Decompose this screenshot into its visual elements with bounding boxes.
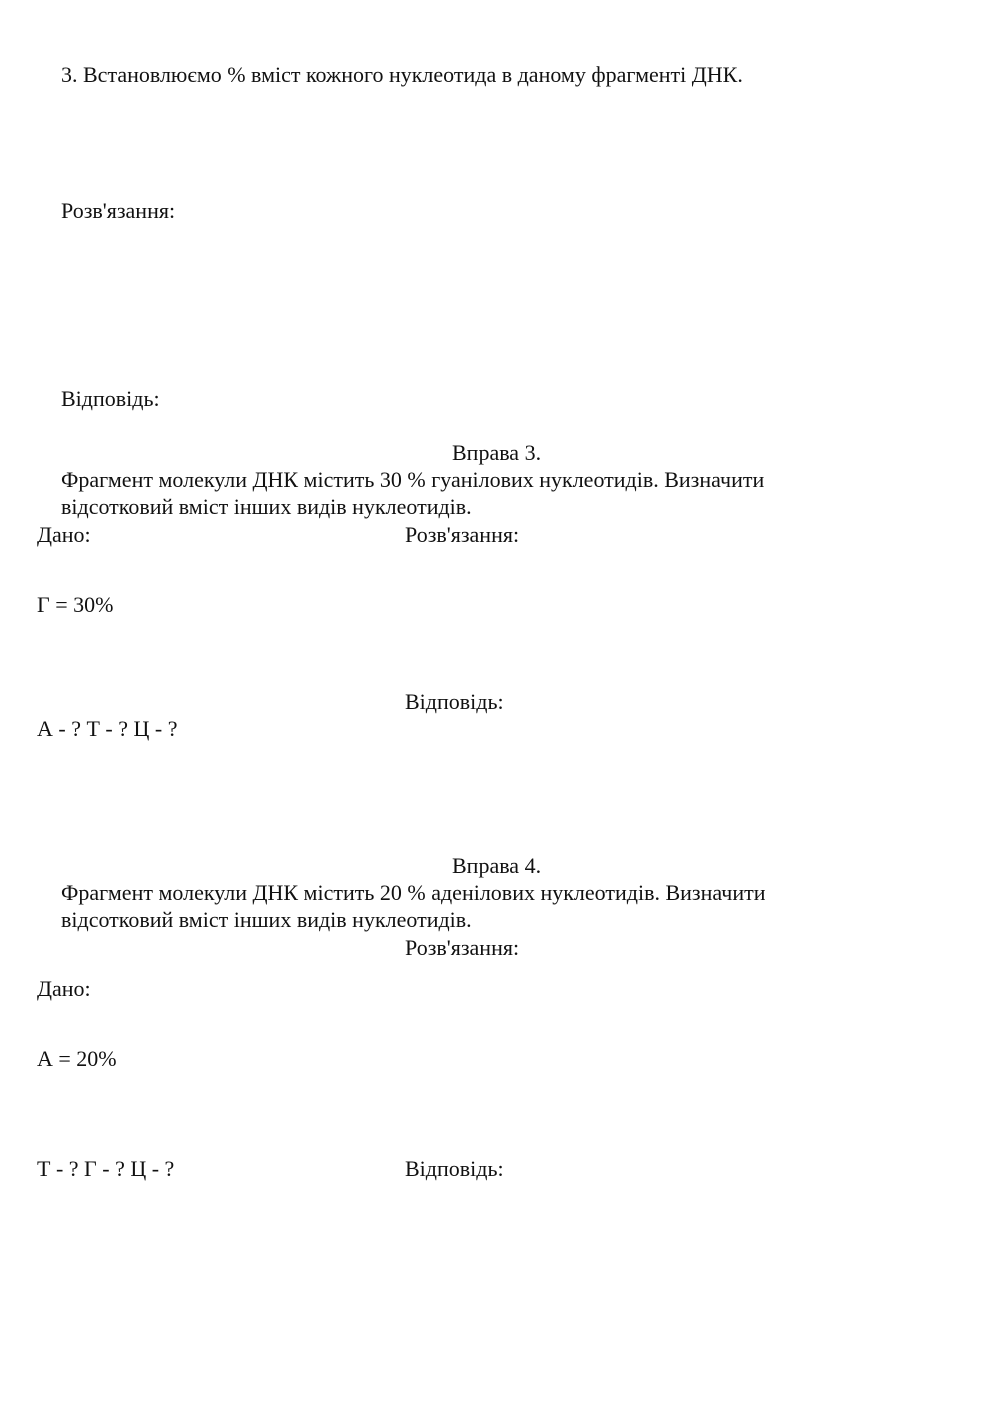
step3-text: 3. Встановлюємо % вміст кожного нуклеотида в даному фрагменті ДНК. xyxy=(61,62,743,87)
exercise4-title: Вправа 4. xyxy=(452,853,542,878)
step3-solution-label: Розв'язання: xyxy=(61,198,176,223)
exercise3-title: Вправа 3. xyxy=(452,440,542,465)
exercise3-task-line2: відсотковий вміст інших видів нуклеотидів. xyxy=(61,494,472,519)
exercise3-given-value: Г = 30% xyxy=(37,592,114,617)
exercise3-solution-label: Розв'язання: xyxy=(405,522,520,547)
exercise4-task-line2: відсотковий вміст інших видів нуклеотидів. xyxy=(61,907,472,932)
exercise4-given-value: А = 20% xyxy=(37,1046,117,1071)
exercise4-solution-label: Розв'язання: xyxy=(405,935,520,960)
exercise3-task-line1: Фрагмент молекули ДНК містить 30 % гуанілових нуклеотидів. Визначити xyxy=(61,467,765,492)
exercise3-given-label: Дано: xyxy=(37,522,91,547)
exercise3-answer-label: Відповідь: xyxy=(405,689,504,714)
exercise4-task-line1: Фрагмент молекули ДНК містить 20 % аденілових нуклеотидів. Визначити xyxy=(61,880,766,905)
exercise4-find: Т - ? Г - ? Ц - ? xyxy=(37,1156,175,1181)
exercise3-find: А - ? Т - ? Ц - ? xyxy=(37,716,178,741)
step3-answer-label: Відповідь: xyxy=(61,386,160,411)
exercise4-answer-label: Відповідь: xyxy=(405,1156,504,1181)
exercise4-given-label: Дано: xyxy=(37,976,91,1001)
